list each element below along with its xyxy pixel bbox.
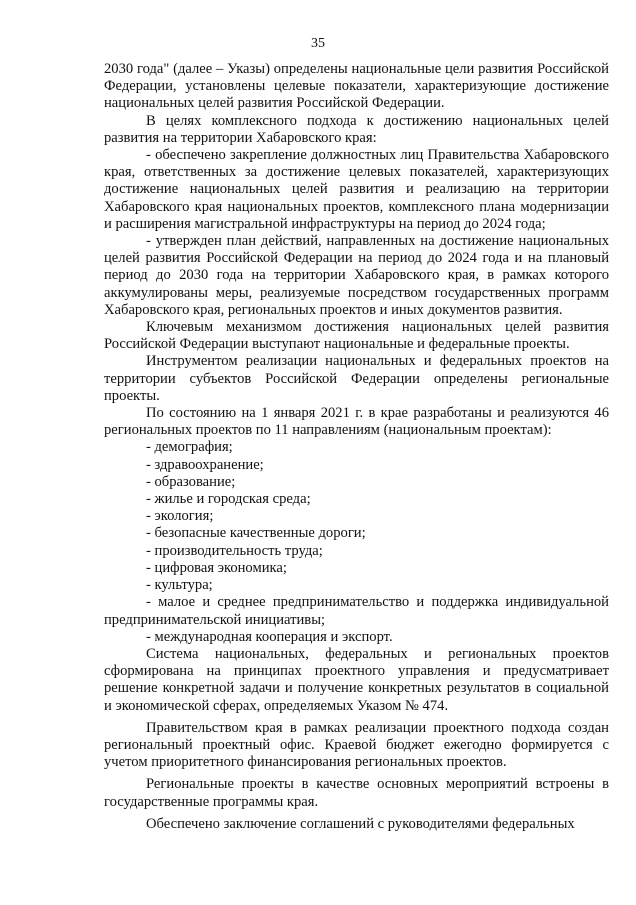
list-item: - экология; [146,508,214,525]
paragraph-intro: 2030 года" (далее – Указы) определены национальные цели развития Российской Федерации, установлены целевые показатели, характеризующие достижение национальных целей развития Российской Федерации. [104,61,609,112]
list-item: - цифровая экономика; [146,559,287,576]
list-item: - демография; [146,439,233,456]
list-item: - жилье и городская среда; [146,491,311,508]
paragraph-measure-1: - обеспечено закрепление должностных лиц Правительства Хабаровского края, ответственных за достижение целевых показателей, характеризующих достижение национальных целей развития и реализацию на территории Хабаровского края национальных проектов, комплексного плана модернизации и расширения магистральной инфраструктуры на период до 2024 года; [104,147,609,232]
paragraph-instrument: Инструментом реализации национальных и федеральных проектов на территории субъектов Российской Федерации определены региональные проекты. [104,353,609,404]
paragraph-state-programs: Региональные проекты в качестве основных мероприятий встроены в государственные программы края. [104,776,609,810]
list-item: - производительность труда; [146,542,323,559]
paragraph-approach: В целях комплексного подхода к достижению национальных целей развития на территории Хабаровского края: [104,112,609,146]
document-body [104,61,609,833]
paragraph-status: По состоянию на 1 января 2021 г. в крае разработаны и реализуются 46 региональных проектов по 11 направлениям (национальным проектам): [104,405,609,439]
national-projects-list [104,439,609,645]
paragraph-project-office: Правительством края в рамках реализации проектного подхода создан региональный проектный офис. Краевой бюджет ежегодно формируется с учетом приоритетного финансирования региональных проектов. [104,719,609,771]
list-item: - образование; [146,473,236,490]
paragraph-key-mechanism: Ключевым механизмом достижения национальных целей развития Российской Федерации выступают национальные и федеральные проекты. [104,319,609,353]
list-item: - здравоохранение; [146,456,264,473]
list-item: - малое и среднее предпринимательство и поддержка индивидуальной предпринимательской инициативы; [104,594,609,628]
paragraph-system: Система национальных, федеральных и региональных проектов сформирована на принципах проектного управления и предусматривает решение конкретной задачи и получение конкретных результатов в социальной и экономической сферах, определяемых Указом № 474. [104,645,609,714]
list-item: - безопасные качественные дороги; [146,525,366,542]
list-item: - культура; [146,577,213,594]
paragraph-agreements: Обеспечено заключение соглашений с руководителями федеральных [146,815,575,832]
list-item: - международная кооперация и экспорт. [146,628,393,645]
paragraph-measure-2: - утвержден план действий, направленных на достижение национальных целей развития Российской Федерации на период до 2024 года и на плановый период до 2030 года на территории Хабаровского края, в рамках которого аккумулированы меры, реализуемые посредством государственных программ Хабаровского края, региональных проектов и иных документов развития. [104,233,609,318]
page-number: 35 [311,36,325,51]
